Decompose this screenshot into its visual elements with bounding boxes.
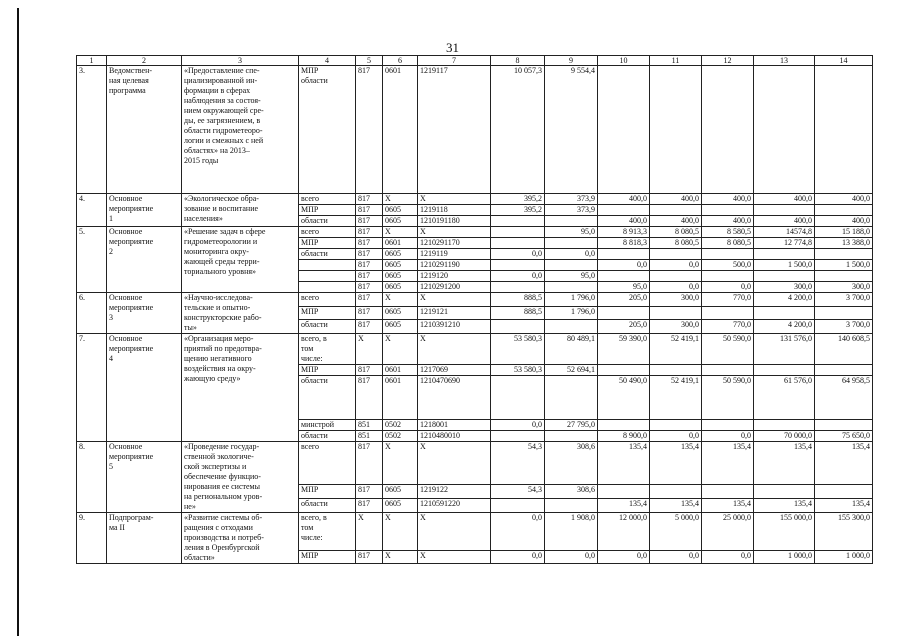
cell-col-8 [491,216,545,227]
activity-type: Ведомствен- ная целевая программа [107,66,182,194]
cell-col-5: 817 [356,216,383,227]
cell-col-11 [650,420,702,431]
table-row [77,227,873,238]
cell-col-10: 205,0 [598,293,650,307]
cell-col-8 [491,282,545,293]
cell-col-7: 1219120 [418,271,491,282]
cell-col-14: 300,0 [815,282,873,293]
cell-col-13: 400,0 [754,216,815,227]
cell-col-5: 817 [356,306,383,320]
cell-col-14: 135,4 [815,442,873,485]
row-number: 3. [77,66,107,194]
cell-col-9 [545,282,598,293]
column-number: 2 [107,56,182,66]
cell-col-5: 817 [356,194,383,205]
cell-col-11: 0,0 [650,282,702,293]
cell-col-11: 135,4 [650,442,702,485]
cell-col-11 [650,205,702,216]
cell-col-5: 817 [356,365,383,376]
cell-col-5: 817 [356,249,383,260]
budget-table [76,55,873,564]
cell-col-4 [299,282,356,293]
cell-col-12 [702,420,754,431]
cell-col-6: X [383,227,418,238]
cell-col-9: 373,9 [545,194,598,205]
cell-col-9 [545,216,598,227]
activity-type: Подпрограм- ма II [107,513,182,564]
cell-col-4: МПР [299,238,356,249]
cell-col-9: 95,0 [545,227,598,238]
column-number: 4 [299,56,356,66]
cell-col-7: X [418,513,491,551]
cell-col-10: 135,4 [598,442,650,485]
cell-col-8: 395,2 [491,194,545,205]
cell-col-10 [598,484,650,498]
cell-col-10: 95,0 [598,282,650,293]
cell-col-14: 13 388,0 [815,238,873,249]
cell-col-12 [702,66,754,194]
cell-col-6: 0502 [383,431,418,442]
cell-col-5: 817 [356,238,383,249]
cell-col-5: X [356,513,383,551]
cell-col-4: всего, в том числе: [299,334,356,365]
cell-col-14: 140 608,5 [815,334,873,365]
cell-col-13: 131 576,0 [754,334,815,365]
cell-col-14 [815,205,873,216]
cell-col-5: 817 [356,205,383,216]
cell-col-4: МПР области [299,66,356,194]
cell-col-8 [491,260,545,271]
cell-col-5: 817 [356,282,383,293]
cell-col-5: 817 [356,484,383,498]
cell-col-10: 400,0 [598,216,650,227]
cell-col-11: 400,0 [650,216,702,227]
cell-col-9 [545,431,598,442]
column-number: 6 [383,56,418,66]
activity-title: «Предоставление спе- циализированной ин- формации в сферах наблюдения за состоя- нием окружающей сре- ды, ее загрязнением, в области гидрометеоро- логии и смежных с ней областях» на 2013– 2015 годы [182,66,299,194]
cell-col-10: 0,0 [598,260,650,271]
cell-col-10: 135,4 [598,498,650,512]
cell-col-10: 400,0 [598,194,650,205]
cell-col-11 [650,306,702,320]
cell-col-4: МПР [299,365,356,376]
row-number: 6. [77,293,107,334]
cell-col-6: X [383,513,418,551]
row-number: 9. [77,513,107,564]
row-number: 7. [77,334,107,442]
cell-col-9: 1 796,0 [545,293,598,307]
column-number: 11 [650,56,702,66]
cell-col-10 [598,365,650,376]
cell-col-9: 95,0 [545,271,598,282]
cell-col-14: 400,0 [815,194,873,205]
cell-col-13: 400,0 [754,194,815,205]
cell-col-8: 0,0 [491,550,545,563]
cell-col-8: 888,5 [491,293,545,307]
cell-col-8 [491,320,545,334]
cell-col-8: 395,2 [491,205,545,216]
cell-col-12: 400,0 [702,216,754,227]
column-number: 5 [356,56,383,66]
cell-col-5: X [356,334,383,365]
cell-col-12: 50 590,0 [702,334,754,365]
cell-col-9 [545,376,598,420]
cell-col-6: 0601 [383,365,418,376]
cell-col-6: X [383,334,418,365]
cell-col-9: 373,9 [545,205,598,216]
cell-col-11: 135,4 [650,498,702,512]
activity-type: Основное мероприятие 4 [107,334,182,442]
cell-col-4: всего [299,293,356,307]
cell-col-9: 1 796,0 [545,306,598,320]
cell-col-9: 52 694,1 [545,365,598,376]
cell-col-14 [815,249,873,260]
cell-col-11 [650,484,702,498]
cell-col-11: 0,0 [650,550,702,563]
cell-col-8: 54,3 [491,442,545,485]
cell-col-9: 80 489,1 [545,334,598,365]
cell-col-12: 8 580,5 [702,227,754,238]
cell-col-5: 817 [356,66,383,194]
cell-col-6: 0601 [383,238,418,249]
cell-col-7: 1210291200 [418,282,491,293]
column-number: 12 [702,56,754,66]
cell-col-8 [491,431,545,442]
cell-col-6: 0605 [383,498,418,512]
cell-col-6: 0605 [383,271,418,282]
cell-col-13 [754,306,815,320]
cell-col-10: 50 490,0 [598,376,650,420]
cell-col-14 [815,271,873,282]
cell-col-6: 0605 [383,282,418,293]
cell-col-6: 0605 [383,205,418,216]
cell-col-14 [815,420,873,431]
cell-col-9: 0,0 [545,550,598,563]
cell-col-4: области [299,320,356,334]
cell-col-8: 54,3 [491,484,545,498]
cell-col-7: X [418,227,491,238]
cell-col-5: 851 [356,431,383,442]
cell-col-8: 0,0 [491,513,545,551]
cell-col-6: 0605 [383,484,418,498]
activity-title: «Научно-исследова- тельские и опытно- конструкторские рабо- ты» [182,293,299,334]
cell-col-13: 4 200,0 [754,320,815,334]
cell-col-7: 1210480010 [418,431,491,442]
cell-col-8 [491,498,545,512]
cell-col-7: 1219118 [418,205,491,216]
cell-col-14 [815,484,873,498]
cell-col-13: 70 000,0 [754,431,815,442]
activity-type: Основное мероприятие 3 [107,293,182,334]
cell-col-5: 817 [356,376,383,420]
cell-col-7: 1218001 [418,420,491,431]
cell-col-12: 770,0 [702,320,754,334]
cell-col-13 [754,365,815,376]
cell-col-4: области [299,498,356,512]
column-number: 14 [815,56,873,66]
cell-col-8: 10 057,3 [491,66,545,194]
activity-title: «Развитие системы об- ращения с отходами производства и потреб- ления в Оренбургской области» [182,513,299,564]
cell-col-9: 308,6 [545,442,598,485]
cell-col-14: 400,0 [815,216,873,227]
cell-col-13: 14574,8 [754,227,815,238]
cell-col-14: 64 958,5 [815,376,873,420]
cell-col-10: 59 390,0 [598,334,650,365]
cell-col-14: 1 000,0 [815,550,873,563]
cell-col-14 [815,365,873,376]
cell-col-4 [299,271,356,282]
table-row [77,334,873,365]
cell-col-13: 135,4 [754,498,815,512]
cell-col-8 [491,376,545,420]
activity-title: «Экологическое обра- зование и воспитание населения» [182,194,299,227]
cell-col-4: МПР [299,550,356,563]
cell-col-7: 1210291170 [418,238,491,249]
cell-col-8: 888,5 [491,306,545,320]
cell-col-4 [299,260,356,271]
cell-col-7: 1210391210 [418,320,491,334]
cell-col-7: 1210591220 [418,498,491,512]
cell-col-14: 135,4 [815,498,873,512]
cell-col-12: 400,0 [702,194,754,205]
activity-type: Основное мероприятие 2 [107,227,182,293]
cell-col-13: 12 774,8 [754,238,815,249]
cell-col-10: 205,0 [598,320,650,334]
column-number: 7 [418,56,491,66]
cell-col-12 [702,306,754,320]
cell-col-10 [598,271,650,282]
cell-col-5: 817 [356,498,383,512]
cell-col-12: 770,0 [702,293,754,307]
cell-col-4: всего [299,442,356,485]
page-binding-line [17,8,19,636]
cell-col-5: 817 [356,293,383,307]
cell-col-6: 0601 [383,66,418,194]
cell-col-4: МПР [299,205,356,216]
column-number: 13 [754,56,815,66]
cell-col-6: 0605 [383,320,418,334]
row-number: 4. [77,194,107,227]
cell-col-13 [754,271,815,282]
cell-col-4: всего [299,194,356,205]
cell-col-12 [702,249,754,260]
cell-col-4: всего [299,227,356,238]
cell-col-7: 1219119 [418,249,491,260]
cell-col-10: 8 818,3 [598,238,650,249]
cell-col-4: области [299,376,356,420]
cell-col-5: 817 [356,271,383,282]
table-row [77,513,873,551]
cell-col-10: 8 900,0 [598,431,650,442]
cell-col-13 [754,205,815,216]
cell-col-5: 817 [356,260,383,271]
cell-col-8: 53 580,3 [491,334,545,365]
cell-col-11: 8 080,5 [650,227,702,238]
cell-col-6: 0605 [383,306,418,320]
cell-col-4: минстрой [299,420,356,431]
cell-col-6: 0605 [383,249,418,260]
cell-col-14 [815,306,873,320]
cell-col-11 [650,249,702,260]
cell-col-12 [702,484,754,498]
cell-col-11: 52 419,1 [650,376,702,420]
table-row [77,442,873,485]
cell-col-11: 400,0 [650,194,702,205]
cell-col-12: 25 000,0 [702,513,754,551]
column-number: 1 [77,56,107,66]
cell-col-8: 0,0 [491,271,545,282]
cell-col-6: X [383,442,418,485]
cell-col-9: 27 795,0 [545,420,598,431]
cell-col-11: 8 080,5 [650,238,702,249]
cell-col-13: 135,4 [754,442,815,485]
cell-col-10 [598,205,650,216]
cell-col-13: 1 000,0 [754,550,815,563]
cell-col-10: 12 000,0 [598,513,650,551]
cell-col-13 [754,484,815,498]
cell-col-12: 500,0 [702,260,754,271]
cell-col-7: 1219122 [418,484,491,498]
cell-col-8 [491,238,545,249]
cell-col-4: области [299,216,356,227]
cell-col-14: 155 300,0 [815,513,873,551]
cell-col-12: 135,4 [702,442,754,485]
cell-col-9: 9 554,4 [545,66,598,194]
cell-col-4: области [299,431,356,442]
cell-col-9 [545,498,598,512]
cell-col-14: 1 500,0 [815,260,873,271]
cell-col-6: 0502 [383,420,418,431]
table-row [77,194,873,205]
column-number: 8 [491,56,545,66]
table-row [77,293,873,307]
column-number-header [77,56,873,66]
cell-col-13: 61 576,0 [754,376,815,420]
cell-col-13: 1 500,0 [754,260,815,271]
cell-col-7: 1210291190 [418,260,491,271]
cell-col-5: 817 [356,442,383,485]
cell-col-11 [650,66,702,194]
cell-col-4: МПР [299,484,356,498]
cell-col-13: 4 200,0 [754,293,815,307]
row-number: 8. [77,442,107,513]
cell-col-10 [598,420,650,431]
cell-col-13: 155 000,0 [754,513,815,551]
column-number: 3 [182,56,299,66]
cell-col-5: 817 [356,550,383,563]
cell-col-11 [650,365,702,376]
cell-col-9: 0,0 [545,249,598,260]
cell-col-8 [491,227,545,238]
cell-col-7: 1219121 [418,306,491,320]
cell-col-7: X [418,334,491,365]
cell-col-13 [754,420,815,431]
cell-col-4: всего, в том числе: [299,513,356,551]
cell-col-12: 0,0 [702,282,754,293]
cell-col-14: 3 700,0 [815,320,873,334]
cell-col-12 [702,365,754,376]
table-row [77,66,873,194]
cell-col-6: X [383,293,418,307]
cell-col-11: 0,0 [650,431,702,442]
cell-col-5: 817 [356,227,383,238]
cell-col-14: 15 188,0 [815,227,873,238]
cell-col-6: 0601 [383,376,418,420]
cell-col-11: 300,0 [650,293,702,307]
cell-col-9 [545,260,598,271]
row-number: 5. [77,227,107,293]
cell-col-6: 0605 [383,260,418,271]
cell-col-14 [815,66,873,194]
cell-col-12 [702,205,754,216]
page-number: 31 [446,40,459,55]
cell-col-7: X [418,293,491,307]
cell-col-9: 1 908,0 [545,513,598,551]
cell-col-12: 135,4 [702,498,754,512]
cell-col-14: 75 650,0 [815,431,873,442]
cell-col-4: области [299,249,356,260]
activity-title: «Организация меро- приятий по предотвра- щению негативного воздействия на окру- жающую среду» [182,334,299,442]
cell-col-10: 8 913,3 [598,227,650,238]
cell-col-7: 1210191180 [418,216,491,227]
cell-col-7: X [418,194,491,205]
cell-col-7: 1210470690 [418,376,491,420]
activity-title: «Решение задач в сфере гидрометеорологии и мониторинга окру- жающей среды терри- ториального уровня» [182,227,299,293]
cell-col-9 [545,320,598,334]
cell-col-7: 1219117 [418,66,491,194]
cell-col-8: 0,0 [491,420,545,431]
cell-col-11: 52 419,1 [650,334,702,365]
cell-col-11: 0,0 [650,260,702,271]
cell-col-12: 0,0 [702,431,754,442]
cell-col-7: X [418,442,491,485]
cell-col-6: 0605 [383,216,418,227]
cell-col-12: 8 080,5 [702,238,754,249]
cell-col-7: 1217069 [418,365,491,376]
column-number: 10 [598,56,650,66]
cell-col-8: 0,0 [491,249,545,260]
column-number: 9 [545,56,598,66]
cell-col-13: 300,0 [754,282,815,293]
cell-col-11: 300,0 [650,320,702,334]
activity-type: Основное мероприятие 5 [107,442,182,513]
cell-col-4: МПР [299,306,356,320]
cell-col-12: 50 590,0 [702,376,754,420]
activity-title: «Проведение государ- ственной экологиче- ской экспертизы и обеспечение функцио- нирования ее системы на региональном уров- не» [182,442,299,513]
activity-type: Основное мероприятие 1 [107,194,182,227]
cell-col-11: 5 000,0 [650,513,702,551]
cell-col-12 [702,271,754,282]
cell-col-9: 308,6 [545,484,598,498]
cell-col-14: 3 700,0 [815,293,873,307]
cell-col-8: 53 580,3 [491,365,545,376]
cell-col-13 [754,66,815,194]
cell-col-6: X [383,194,418,205]
cell-col-7: X [418,550,491,563]
cell-col-10 [598,66,650,194]
cell-col-10 [598,306,650,320]
cell-col-10 [598,249,650,260]
cell-col-6: X [383,550,418,563]
cell-col-10: 0,0 [598,550,650,563]
cell-col-13 [754,249,815,260]
cell-col-12: 0,0 [702,550,754,563]
cell-col-11 [650,271,702,282]
cell-col-5: 817 [356,320,383,334]
cell-col-9 [545,238,598,249]
cell-col-5: 851 [356,420,383,431]
